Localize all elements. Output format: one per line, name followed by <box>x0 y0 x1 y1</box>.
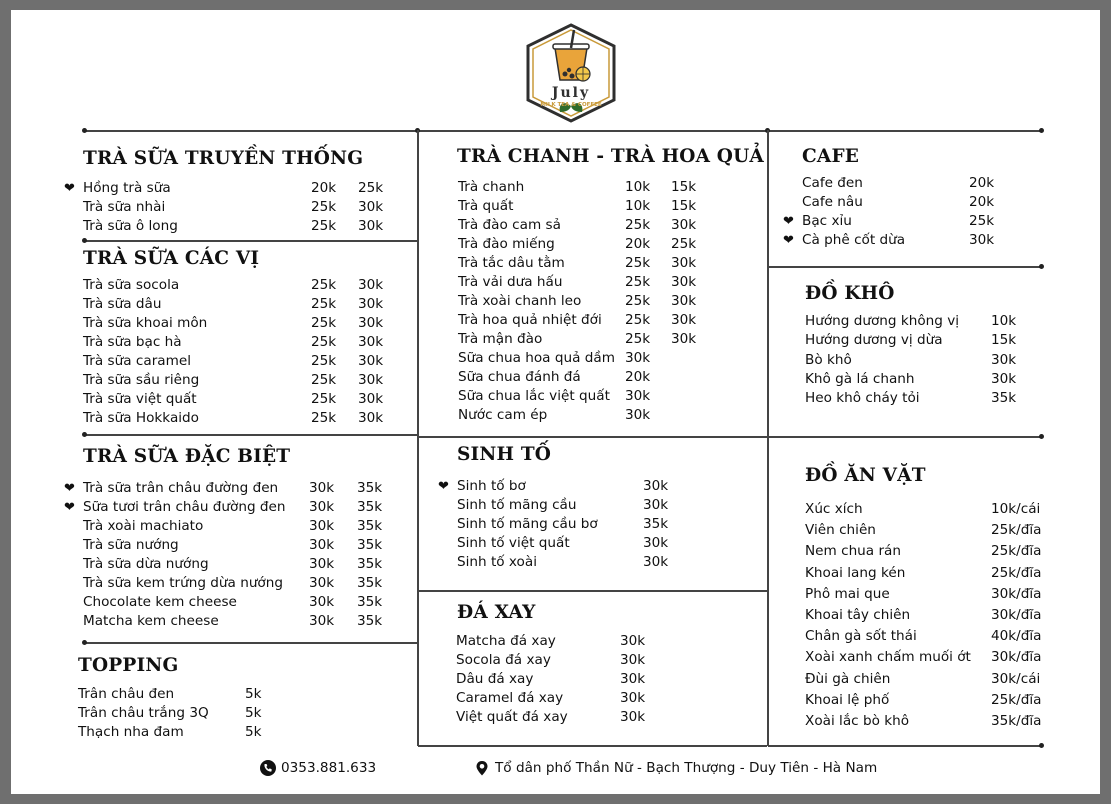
menu-item-name: Sữa chua hoa quả dầm <box>458 350 615 366</box>
section-rule <box>418 745 767 747</box>
rule-dot <box>1039 264 1044 269</box>
price-small: 30k <box>309 499 335 515</box>
phone-number: 0353.881.633 <box>281 760 377 776</box>
price-large: 35k <box>357 575 383 591</box>
menu-item-name: Trà mận đào <box>458 331 543 347</box>
phone-contact <box>260 758 376 778</box>
price-small: 25k/đĩa <box>991 564 1042 581</box>
menu-item-name: Trà vải dưa hấu <box>458 274 563 290</box>
price-small: 25k <box>311 372 337 388</box>
price-small: 25k <box>311 199 337 216</box>
price-small: 20k <box>311 180 337 196</box>
price-small: 10k <box>625 198 651 214</box>
price-large: 30k <box>671 331 697 347</box>
rule-dot <box>1039 743 1044 748</box>
price-small: 30k <box>620 652 646 668</box>
price-small: 25k <box>311 218 337 235</box>
heart-icon: ❤ <box>64 481 75 496</box>
column-divider-2 <box>767 130 769 746</box>
price-small: 15k <box>991 332 1017 349</box>
price-small: 30k <box>309 480 335 496</box>
menu-item-name: Trà tắc dâu tằm <box>458 255 565 271</box>
price-small: 10k <box>991 313 1017 329</box>
price-large: 30k <box>358 410 384 426</box>
menu-item-name: Sữa tươi trân châu đường đen <box>83 499 286 515</box>
price-large: 30k <box>358 199 384 216</box>
price-large: 30k <box>358 277 384 293</box>
menu-item-name: Sinh tố bơ <box>457 478 526 494</box>
price-large: 30k <box>358 315 384 331</box>
price-large: 35k <box>357 480 383 496</box>
menu-item-name: Nem chua rán <box>805 543 901 560</box>
price-small: 30k <box>309 518 335 534</box>
location-pin-icon <box>474 760 490 776</box>
menu-item-name: Trà sữa sầu riêng <box>83 372 200 388</box>
rule-dot <box>82 432 87 437</box>
rule-dot <box>1039 128 1044 133</box>
heart-icon: ❤ <box>438 479 449 494</box>
menu-item-name: Khô gà lá chanh <box>805 370 915 387</box>
price-large: 30k <box>671 312 697 328</box>
menu-item-name: Cafe nâu <box>802 194 863 210</box>
price-small: 25k <box>625 217 651 233</box>
price-small: 20k <box>969 175 995 191</box>
section-title: TRÀ SỮA TRUYỀN THỐNG <box>83 148 364 169</box>
brand-name: July <box>551 85 591 101</box>
menu-item-name: Thạch nha đam <box>78 724 184 740</box>
price-small: 25k/đĩa <box>991 543 1042 560</box>
price-small: 30k <box>620 690 646 706</box>
price-small: 30k <box>309 537 335 553</box>
price-small: 30k <box>620 671 646 687</box>
price-small: 30k/cái <box>991 670 1041 687</box>
menu-item-name: Trà hoa quả nhiệt đới <box>458 312 602 328</box>
price-small: 25k <box>311 277 337 293</box>
phone-icon <box>260 760 276 776</box>
menu-item-name: Trà sữa caramel <box>83 353 191 369</box>
price-small: 30k <box>643 497 669 513</box>
menu-item-name: Phô mai que <box>805 585 890 602</box>
menu-item-name: Sinh tố việt quất <box>457 535 570 551</box>
price-small: 30k/đĩa <box>991 585 1042 602</box>
section-title: TOPPING <box>78 655 179 676</box>
price-large: 30k <box>671 255 697 271</box>
price-small: 25k <box>311 315 337 331</box>
section-rule <box>418 436 767 438</box>
menu-item-name: Cà phê cốt dừa <box>802 232 906 248</box>
menu-item-name: Trà sữa dâu <box>83 296 162 312</box>
menu-item-name: Trà sữa khoai môn <box>83 315 208 331</box>
menu-item-name: Việt quất đá xay <box>456 709 568 725</box>
price-small: 30k <box>625 388 651 404</box>
section-rule <box>768 266 1043 268</box>
menu-item-name: Hướng dương không vị <box>805 313 960 329</box>
price-small: 10k <box>625 179 651 195</box>
menu-item-name: Chân gà sốt thái <box>805 628 917 645</box>
price-large: 30k <box>358 296 384 312</box>
menu-item-name: Trà chanh <box>458 179 525 195</box>
menu-item-name: Trà sữa Hokkaido <box>83 410 199 426</box>
menu-item-name: Matcha đá xay <box>456 633 556 649</box>
price-small: 30k <box>969 232 995 248</box>
price-small: 30k <box>625 350 651 366</box>
price-small: 35k <box>991 390 1017 407</box>
price-small: 25k <box>311 410 337 426</box>
menu-item-name: Dâu đá xay <box>456 671 534 687</box>
heart-icon: ❤ <box>783 214 794 229</box>
price-small: 40k/đĩa <box>991 628 1042 645</box>
section-rule <box>84 240 418 242</box>
price-small: 5k <box>245 686 262 702</box>
menu-item-name: Trân châu trắng 3Q <box>78 705 209 721</box>
menu-item-name: Trà sữa socola <box>83 277 180 293</box>
price-large: 30k <box>358 353 384 369</box>
price-small: 25k/đĩa <box>991 691 1042 708</box>
menu-item-name: Heo khô cháy tỏi <box>805 390 920 407</box>
menu-item-name: Xoài xanh chấm muối ớt <box>805 649 971 666</box>
menu-item-name: Bạc xỉu <box>802 213 852 229</box>
menu-item-name: Sinh tố xoài <box>457 554 537 570</box>
price-small: 30k/đĩa <box>991 649 1042 666</box>
price-small: 25k <box>969 213 995 229</box>
price-large: 15k <box>671 198 697 214</box>
price-large: 35k <box>357 556 383 572</box>
price-small: 20k <box>625 236 651 252</box>
price-small: 25k <box>625 293 651 309</box>
price-small: 30k <box>643 478 669 494</box>
menu-item-name: Trà xoài chanh leo <box>458 293 582 309</box>
price-large: 35k <box>357 594 383 610</box>
price-small: 30k <box>991 351 1017 368</box>
section-rule <box>84 434 418 436</box>
menu-item-name: Viên chiên <box>805 522 876 539</box>
price-large: 25k <box>671 236 697 252</box>
heart-icon: ❤ <box>64 500 75 515</box>
menu-item-name: Trà sữa nhài <box>83 199 166 216</box>
price-small: 25k <box>625 274 651 290</box>
menu-item-name: Khoai lệ phố <box>805 691 890 708</box>
menu-item-name: Trà sữa việt quất <box>83 391 197 407</box>
menu-item-name: Khoai lang kén <box>805 564 906 581</box>
price-large: 30k <box>358 334 384 350</box>
price-large: 30k <box>671 217 697 233</box>
price-large: 30k <box>671 293 697 309</box>
price-small: 30k <box>620 709 646 725</box>
section-title: CAFE <box>802 146 860 167</box>
section-title: ĐỒ ĂN VẶT <box>805 465 926 486</box>
menu-item-name: Sữa chua đánh đá <box>458 369 581 385</box>
section-rule <box>768 436 1043 438</box>
rule-dot <box>82 128 87 133</box>
menu-item-name: Trà sữa trân châu đường đen <box>83 480 279 496</box>
menu-item-name: Xoài lắc bò khô <box>805 713 910 729</box>
section-rule <box>418 590 767 592</box>
price-small: 25k <box>625 331 651 347</box>
price-small: 30k <box>309 594 335 610</box>
price-small: 30k <box>991 370 1017 387</box>
price-large: 15k <box>671 179 697 195</box>
section-rule <box>768 745 1043 747</box>
price-small: 30k <box>620 633 646 649</box>
menu-item-name: Trà xoài machiato <box>83 518 204 534</box>
menu-item-name: Đùi gà chiên <box>805 670 891 687</box>
menu-item-name: Matcha kem cheese <box>83 613 219 629</box>
price-small: 25k/đĩa <box>991 522 1042 539</box>
rule-dot <box>1039 434 1044 439</box>
price-small: 35k/đĩa <box>991 713 1042 729</box>
menu-item-name: Hồng trà sữa <box>83 180 171 196</box>
section-title: TRÀ SỮA CÁC VỊ <box>83 248 260 269</box>
menu-item-name: Socola đá xay <box>456 652 551 668</box>
address-text: Tổ dân phố Thần Nữ - Bạch Thượng - Duy Tiên - Hà Nam <box>495 760 878 776</box>
price-small: 10k/cái <box>991 501 1041 517</box>
price-small: 30k/đĩa <box>991 607 1042 623</box>
price-small: 5k <box>245 705 262 721</box>
price-small: 30k <box>309 575 335 591</box>
price-small: 20k <box>969 194 995 210</box>
section-title: TRÀ CHANH - TRÀ HOA QUẢ <box>457 146 764 167</box>
heart-icon: ❤ <box>783 233 794 248</box>
address-contact <box>474 758 877 778</box>
menu-item-name: Trà sữa dừa nướng <box>83 556 209 572</box>
price-large: 35k <box>357 499 383 515</box>
price-large: 35k <box>357 537 383 553</box>
menu-item-name: Sinh tố mãng cầu bơ <box>457 516 598 532</box>
price-large: 30k <box>671 274 697 290</box>
rule-dot <box>82 640 87 645</box>
brand-logo <box>522 22 620 124</box>
price-small: 25k <box>311 296 337 312</box>
menu-item-name: Xúc xích <box>805 501 863 517</box>
section-title: ĐÁ XAY <box>457 602 536 623</box>
price-large: 30k <box>358 391 384 407</box>
section-rule <box>84 642 418 644</box>
price-small: 25k <box>311 353 337 369</box>
menu-item-name: Nước cam ép <box>458 407 548 423</box>
menu-item-name: Trân châu đen <box>78 686 175 702</box>
top-rule <box>84 130 1043 132</box>
menu-item-name: Sinh tố mãng cầu <box>457 497 577 513</box>
price-small: 25k <box>311 334 337 350</box>
menu-item-name: Trà đào cam sả <box>458 217 561 233</box>
menu-item-name: Khoai tây chiên <box>805 607 911 623</box>
price-small: 35k <box>643 516 669 532</box>
section-title: ĐỒ KHÔ <box>805 283 895 304</box>
heart-icon: ❤ <box>64 181 75 196</box>
price-large: 30k <box>358 218 384 235</box>
price-large: 35k <box>357 518 383 534</box>
menu-item-name: Trà sữa kem trứng dừa nướng <box>83 575 283 591</box>
menu-item-name: Cafe đen <box>802 175 863 191</box>
price-large: 35k <box>357 613 383 629</box>
menu-item-name: Trà sữa bạc hà <box>83 334 182 350</box>
menu-item-name: Hướng dương vị dừa <box>805 332 943 349</box>
price-small: 30k <box>625 407 651 423</box>
price-small: 25k <box>311 391 337 407</box>
brand-tagline: MILK TEA & COFFEE <box>540 102 602 108</box>
price-small: 30k <box>309 556 335 572</box>
menu-item-name: Trà đào miếng <box>458 236 555 252</box>
price-small: 5k <box>245 724 262 740</box>
menu-item-name: Chocolate kem cheese <box>83 594 237 610</box>
menu-item-name: Trà quất <box>458 198 514 214</box>
price-large: 30k <box>358 372 384 388</box>
column-divider-1 <box>417 130 419 746</box>
menu-item-name: Trà sữa ô long <box>83 218 178 235</box>
section-title: TRÀ SỮA ĐẶC BIỆT <box>83 446 291 467</box>
rule-dot <box>82 238 87 243</box>
menu-item-name: Caramel đá xay <box>456 690 564 706</box>
price-small: 30k <box>643 535 669 551</box>
price-small: 25k <box>625 255 651 271</box>
menu-item-name: Bò khô <box>805 351 852 368</box>
menu-item-name: Sữa chua lắc việt quất <box>458 388 610 404</box>
price-large: 25k <box>358 180 384 196</box>
menu-page <box>11 10 1100 794</box>
price-small: 30k <box>643 554 669 570</box>
price-small: 30k <box>309 613 335 629</box>
section-title: SINH TỐ <box>457 444 552 465</box>
price-small: 25k <box>625 312 651 328</box>
price-small: 20k <box>625 369 651 385</box>
menu-item-name: Trà sữa nướng <box>83 537 179 553</box>
